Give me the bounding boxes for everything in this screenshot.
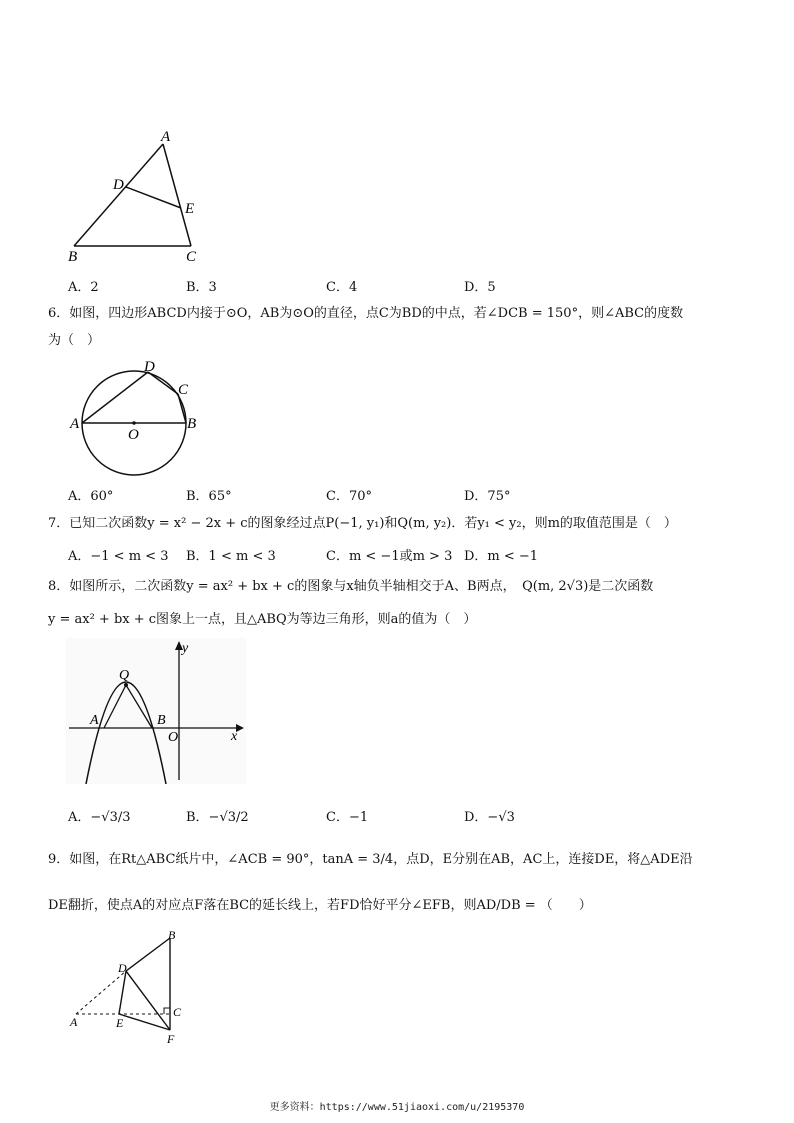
- q9-stem-line1: 9．如图，在Rt△ABC纸片中，∠ACB = 90°，tanA = 3/4，点D，E分别在AB，AC上，连接DE，将△ADE沿: [48, 852, 693, 867]
- q8-stem-line1: 8．如图所示，二次函数y = ax² + bx + c的图象与x轴负半轴相交于A、B两点， Q(m, 2√3)是二次函数: [48, 579, 654, 594]
- q9-stem-line2: DE翻折，使点A的对应点F落在BC的延长线上，若FD恰好平分∠EFB，则AD/DB = （ ）: [48, 898, 592, 913]
- q6-label-o: O: [128, 427, 139, 443]
- q5-label-a: A: [161, 130, 171, 145]
- q7-option-c[interactable]: C．m < −1或m > 3: [326, 549, 453, 564]
- q5-option-d[interactable]: D．5: [464, 280, 496, 295]
- q8-option-b[interactable]: B．−√3/2: [186, 810, 249, 825]
- q8-label-q: Q: [119, 668, 130, 683]
- q8-option-c[interactable]: C．−1: [326, 810, 369, 825]
- q8-label-x: x: [231, 729, 238, 744]
- q5-label-b: B: [68, 249, 78, 265]
- q7-stem: 7．已知二次函数y = x² − 2x + c的图象经过点P(−1, y₁)和Q(m, y₂)．若y₁ < y₂，则m的取值范围是（ ）: [48, 516, 677, 531]
- q8-option-d[interactable]: D．−√3: [464, 810, 515, 825]
- q8-label-b: B: [157, 713, 166, 728]
- q6-option-c[interactable]: C．70°: [326, 489, 372, 504]
- q6-circle-figure: [66, 358, 206, 478]
- q6-label-b: B: [187, 416, 197, 432]
- q6-option-d[interactable]: D．75°: [464, 489, 511, 504]
- q8-option-a[interactable]: A．−√3/3: [68, 810, 131, 825]
- q6-stem-line2: 为（ ）: [48, 333, 101, 348]
- q8-parabola-figure: [66, 638, 246, 784]
- q9-label-b: B: [168, 928, 176, 942]
- q9-label-a: A: [70, 1015, 78, 1029]
- q5-label-e: E: [185, 201, 195, 217]
- q6-label-a: A: [70, 416, 80, 432]
- q5-option-a[interactable]: A．2: [68, 280, 99, 295]
- q9-fold-figure: [66, 928, 196, 1048]
- q8-stem-line2: y = ax² + bx + c图象上一点，且△ABQ为等边三角形，则a的值为（ ）: [48, 612, 477, 627]
- q8-label-y: y: [182, 641, 189, 656]
- q5-option-b[interactable]: B．3: [186, 280, 217, 295]
- q7-option-d[interactable]: D．m < −1: [464, 549, 539, 564]
- q6-option-b[interactable]: B．65°: [186, 489, 232, 504]
- q8-label-o: O: [168, 730, 179, 745]
- q6-label-d: D: [144, 359, 155, 375]
- q9-label-e: E: [116, 1016, 124, 1030]
- q7-option-b[interactable]: B．1 < m < 3: [186, 549, 276, 564]
- q6-stem-line1: 6．如图，四边形ABCD内接于⊙O，AB为⊙O的直径，点C为BD的中点，若∠DCB = 150°，则∠ABC的度数: [48, 306, 684, 321]
- footer-link[interactable]: 更多资料：https://www.51jiaoxi.com/u/2195370: [269, 1102, 525, 1113]
- q9-label-d: D: [118, 961, 127, 975]
- q5-label-d: D: [113, 177, 124, 193]
- q7-option-a[interactable]: A．−1 < m < 3: [68, 549, 169, 564]
- q5-triangle-figure: [60, 130, 220, 265]
- q5-label-c: C: [186, 249, 197, 265]
- q6-label-c: C: [178, 382, 189, 398]
- q9-label-f: F: [167, 1032, 175, 1046]
- q9-label-c: C: [173, 1005, 182, 1019]
- q8-label-a: A: [90, 713, 99, 728]
- q5-option-c[interactable]: C．4: [326, 280, 358, 295]
- q6-option-a[interactable]: A．60°: [68, 489, 114, 504]
